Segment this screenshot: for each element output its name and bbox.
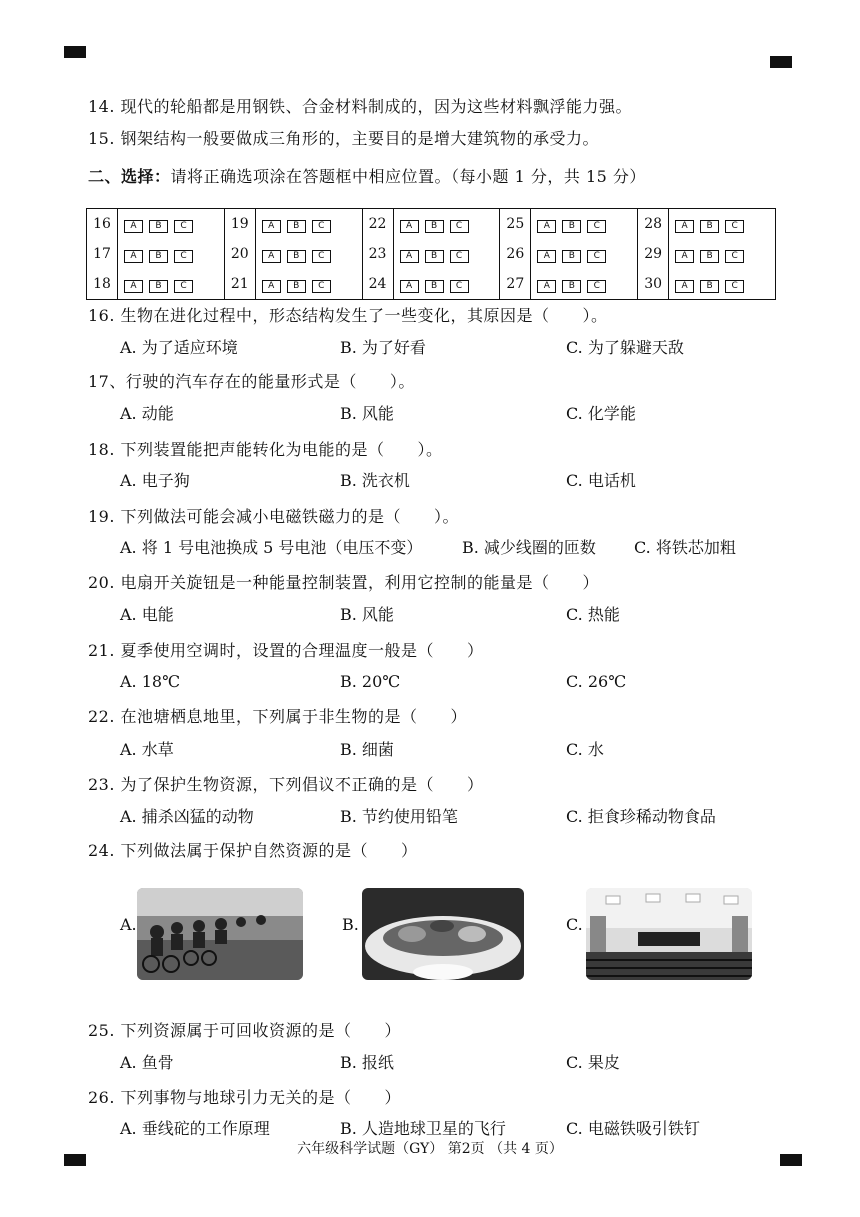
answer-bubbles — [393, 209, 500, 240]
answer-bubbles — [393, 239, 500, 269]
question-stem: 25. 下列资源属于可回收资源的是（ ） — [88, 1021, 402, 1040]
answer-bubble-c[interactable]: C — [587, 280, 606, 293]
section-instructions: 请将正确选项涂在答题框中相应位置。（每小题 1 分，共 15 分） — [170, 167, 646, 186]
option-b: B. 20℃ — [340, 672, 401, 691]
answer-grid — [86, 208, 776, 300]
answer-grid-row — [87, 209, 776, 240]
option-c: C. 为了躲避天敌 — [566, 338, 684, 357]
answer-number: 29 — [638, 239, 669, 269]
answer-grid-row — [87, 239, 776, 269]
answer-bubble-a[interactable]: A — [675, 280, 694, 293]
answer-bubble-b[interactable]: B — [562, 250, 581, 263]
answer-bubbles — [393, 269, 500, 300]
answer-bubble-b[interactable]: B — [700, 280, 719, 293]
page-footer: 六年级科学试题（GY） 第2页 （共 4 页） — [297, 1141, 563, 1157]
answer-bubble-a[interactable]: A — [124, 250, 143, 263]
answer-number: 17 — [93, 246, 111, 262]
option-c: C. 热能 — [566, 605, 620, 624]
answer-bubble-c[interactable]: C — [725, 220, 744, 233]
question-stem: 19. 下列做法可能会减小电磁铁磁力的是（ ）。 — [88, 507, 460, 526]
answer-number: 24 — [362, 269, 393, 300]
option-a: A. 18℃ — [120, 672, 180, 691]
answer-bubbles — [255, 239, 362, 269]
photo-lecture-hall — [586, 888, 752, 980]
answer-number: 19 — [224, 209, 255, 240]
answer-bubble-c[interactable]: C — [174, 220, 193, 233]
question-stem: 18. 下列装置能把声能转化为电能的是（ ）。 — [88, 440, 443, 459]
answer-bubble-b[interactable]: B — [149, 250, 168, 263]
option-c: C. 果皮 — [566, 1053, 620, 1072]
answer-bubbles — [255, 209, 362, 240]
photo-cycling — [137, 888, 303, 980]
answer-bubble-c[interactable]: C — [587, 220, 606, 233]
option-c: C. 26℃ — [566, 672, 627, 691]
answer-number: 27 — [500, 269, 531, 300]
registration-mark-top-left — [64, 46, 86, 58]
option-a: A. 电能 — [120, 605, 174, 624]
answer-bubble-a[interactable]: A — [537, 250, 556, 263]
option-b: B. 细菌 — [340, 740, 394, 759]
answer-number: 16 — [93, 216, 111, 232]
option-b: B. 节约使用铅笔 — [340, 807, 458, 826]
section-heading — [88, 166, 646, 188]
answer-bubble-a[interactable]: A — [400, 220, 419, 233]
question-15: 15. 钢架结构一般要做成三角形的，主要目的是增大建筑物的承受力。 — [88, 129, 600, 148]
option-b: B. 减少线圈的匝数 — [462, 538, 596, 557]
answer-bubbles — [117, 239, 224, 269]
option-c: C. 化学能 — [566, 404, 636, 423]
answer-bubble-a[interactable]: A — [124, 280, 143, 293]
question-stem: 24. 下列做法属于保护自然资源的是（ ） — [88, 841, 418, 860]
answer-bubble-a[interactable]: A — [400, 250, 419, 263]
answer-bubble-c[interactable]: C — [450, 280, 469, 293]
option-b: B. 人造地球卫星的飞行 — [340, 1119, 506, 1138]
answer-number: 18 — [93, 276, 111, 292]
answer-bubbles — [669, 269, 776, 300]
question-stem: 16. 生物在进化过程中，形态结构发生了一些变化，其原因是（ ）。 — [88, 306, 608, 325]
answer-number: 23 — [362, 239, 393, 269]
answer-bubble-b[interactable]: B — [700, 220, 719, 233]
answer-bubbles — [255, 269, 362, 300]
answer-number: 30 — [638, 269, 669, 300]
option-a: A. 鱼骨 — [120, 1053, 174, 1072]
answer-bubble-c[interactable]: C — [174, 250, 193, 263]
answer-number: 26 — [500, 239, 531, 269]
question-stem: 23. 为了保护生物资源，下列倡议不正确的是（ ） — [88, 775, 484, 794]
option-a: A. — [120, 915, 137, 934]
option-c: C. 电话机 — [566, 471, 636, 490]
answer-number: 25 — [500, 209, 531, 240]
answer-bubbles — [669, 239, 776, 269]
answer-bubble-c[interactable]: C — [312, 280, 331, 293]
option-b: B. 风能 — [340, 605, 394, 624]
option-a: A. 将 1 号电池换成 5 号电池（电压不变） — [120, 538, 423, 557]
answer-bubble-b[interactable]: B — [562, 280, 581, 293]
answer-bubbles — [117, 209, 224, 240]
answer-bubble-a[interactable]: A — [675, 250, 694, 263]
answer-bubble-a[interactable]: A — [537, 280, 556, 293]
question-stem: 17、行驶的汽车存在的能量形式是（ ）。 — [88, 372, 415, 391]
answer-bubble-c[interactable]: C — [725, 250, 744, 263]
section-label: 二、选择： — [88, 167, 171, 186]
question-stem: 21. 夏季使用空调时，设置的合理温度一般是（ ） — [88, 641, 484, 660]
answer-bubble-c[interactable]: C — [725, 280, 744, 293]
answer-number: 21 — [224, 269, 255, 300]
registration-mark-top-right — [770, 56, 792, 68]
answer-number: 20 — [224, 239, 255, 269]
option-a: A. 电子狗 — [120, 471, 190, 490]
answer-bubbles — [531, 209, 638, 240]
option-a: A. 垂线砣的工作原理 — [120, 1119, 270, 1138]
question-stem: 26. 下列事物与地球引力无关的是（ ） — [88, 1088, 402, 1107]
question-stem: 20. 电扇开关旋钮是一种能量控制装置，利用它控制的能量是（ ） — [88, 573, 600, 592]
option-c: C. 水 — [566, 740, 604, 759]
answer-bubbles — [117, 269, 224, 300]
option-a: A. 为了适应环境 — [120, 338, 238, 357]
option-a: A. 动能 — [120, 404, 174, 423]
answer-bubble-b[interactable]: B — [287, 280, 306, 293]
answer-bubble-a[interactable]: A — [262, 250, 281, 263]
question-14: 14. 现代的轮船都是用钢铁、合金材料制成的，因为这些材料飘浮能力强。 — [88, 97, 633, 116]
answer-bubble-a[interactable]: A — [675, 220, 694, 233]
answer-bubble-c[interactable]: C — [450, 220, 469, 233]
answer-bubble-c[interactable]: C — [312, 220, 331, 233]
answer-bubble-c[interactable]: C — [174, 280, 193, 293]
answer-bubbles — [531, 239, 638, 269]
option-c: C. — [566, 915, 583, 934]
answer-bubble-b[interactable]: B — [149, 220, 168, 233]
option-b: B. 报纸 — [340, 1053, 394, 1072]
answer-bubble-a[interactable]: A — [400, 280, 419, 293]
answer-bubbles — [669, 209, 776, 240]
option-a: A. 捕杀凶猛的动物 — [120, 807, 254, 826]
option-b: B. 洗衣机 — [340, 471, 410, 490]
answer-bubble-c[interactable]: C — [450, 250, 469, 263]
answer-bubble-a[interactable]: A — [537, 220, 556, 233]
answer-bubble-b[interactable]: B — [700, 250, 719, 263]
answer-bubble-b[interactable]: B — [425, 220, 444, 233]
question-stem: 22. 在池塘栖息地里，下列属于非生物的是（ ） — [88, 707, 468, 726]
answer-bubble-b[interactable]: B — [425, 280, 444, 293]
option-a: A. 水草 — [120, 740, 174, 759]
option-b: B. 风能 — [340, 404, 394, 423]
answer-bubble-a[interactable]: A — [262, 280, 281, 293]
option-c: C. 将铁芯加粗 — [634, 538, 736, 557]
answer-bubble-b[interactable]: B — [562, 220, 581, 233]
answer-bubble-a[interactable]: A — [124, 220, 143, 233]
answer-number: 22 — [362, 209, 393, 240]
answer-bubble-a[interactable]: A — [262, 220, 281, 233]
photo-banquet — [362, 888, 524, 980]
answer-grid-row — [87, 269, 776, 300]
option-c: C. 拒食珍稀动物食品 — [566, 807, 716, 826]
answer-bubble-b[interactable]: B — [287, 220, 306, 233]
answer-bubble-b[interactable]: B — [425, 250, 444, 263]
answer-bubble-c[interactable]: C — [312, 250, 331, 263]
answer-bubble-c[interactable]: C — [587, 250, 606, 263]
answer-bubbles — [531, 269, 638, 300]
answer-bubble-b[interactable]: B — [149, 280, 168, 293]
option-c: C. 电磁铁吸引铁钉 — [566, 1119, 700, 1138]
answer-bubble-b[interactable]: B — [287, 250, 306, 263]
option-b: B. 为了好看 — [340, 338, 426, 357]
option-b: B. — [342, 915, 359, 934]
answer-number: 28 — [638, 209, 669, 240]
